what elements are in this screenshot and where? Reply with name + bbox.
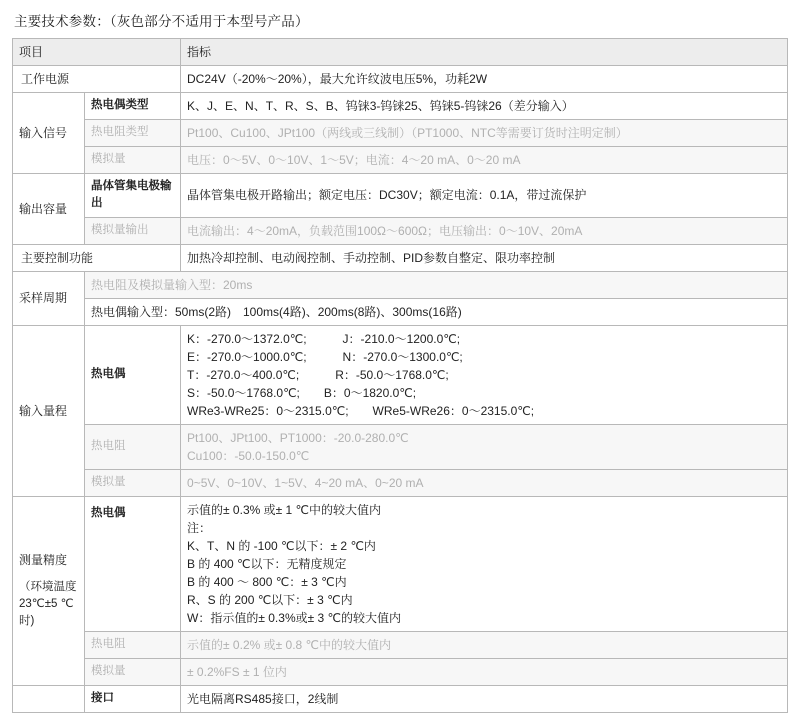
- page-title: 主要技术参数：（灰色部分不适用于本型号产品）: [14, 14, 309, 29]
- table-row: [13, 325, 788, 424]
- row-label-sampling: 采样周期: [13, 271, 85, 325]
- row-value-rtd-type: Pt100、Cu100、JPt100（两线或三线制）（PT1000、NTC等需要订货时注明定制）: [181, 120, 788, 147]
- sub-label-range-rtd: 热电阻: [85, 424, 181, 469]
- table-row: [13, 469, 788, 496]
- range-line: S：-50.0～1768.0℃; B：0～1820.0℃;: [187, 385, 417, 400]
- table-row: [13, 217, 788, 244]
- row-label-input-range: 输入量程: [13, 325, 85, 496]
- row-label-interface-blank: [13, 685, 85, 712]
- table-row: [13, 244, 788, 271]
- table-header: [13, 39, 788, 66]
- range-line: WRe3-WRe25：0～2315.0℃; WRe5-WRe26：0～2315.0℃;: [187, 403, 535, 418]
- accuracy-line: W：指示值的± 0.3%或± 3 ℃的较大值内: [187, 610, 402, 625]
- sub-label-rtd-type: 热电阻类型: [85, 120, 181, 147]
- sub-label-transistor-output: 晶体管集电极输出: [85, 174, 181, 218]
- table-body: [13, 66, 788, 713]
- sub-label-range-thermocouple: 热电偶: [85, 325, 181, 424]
- table-row: [13, 496, 788, 631]
- accuracy-line: B 的 400 ～ 800 ℃：± 3 ℃内: [187, 574, 347, 589]
- table-row: [13, 174, 788, 218]
- range-line: E：-270.0～1000.0℃; N：-270.0～1300.0℃;: [187, 349, 463, 364]
- accuracy-line: 注：: [187, 520, 212, 535]
- row-value-sampling-rtd: 热电阻及模拟量输入型：20ms: [85, 271, 788, 298]
- row-label-accuracy: [13, 496, 85, 685]
- accuracy-line: B 的 400 ℃以下：无精度规定: [187, 556, 347, 571]
- column-header-spec: 指标: [181, 39, 788, 66]
- row-value-range-analog: 0~5V、0~10V、1~5V、4~20 mA、0~20 mA: [181, 469, 788, 496]
- accuracy-line: R、S 的 200 ℃以下：± 3 ℃内: [187, 592, 353, 607]
- table-row: [13, 120, 788, 147]
- table-row: [13, 658, 788, 685]
- row-label-input-signal: 输入信号: [13, 93, 85, 174]
- table-header-row: [13, 39, 788, 66]
- column-header-item: 项目: [13, 39, 181, 66]
- sub-label-range-analog: 模拟量: [85, 469, 181, 496]
- row-value-accuracy-rtd: 示值的± 0.2% 或± 0.8 ℃中的较大值内: [181, 631, 788, 658]
- range-line: K：-270.0～1372.0℃; J：-210.0～1200.0℃;: [187, 331, 461, 346]
- accuracy-label-main: 测量精度: [19, 552, 68, 567]
- row-value-accuracy-analog: ± 0.2%FS ± 1 位内: [181, 658, 788, 685]
- sub-label-accuracy-thermocouple: 热电偶: [85, 496, 181, 631]
- accuracy-line: 示值的± 0.3% 或± 1 ℃中的较大值内: [187, 502, 382, 517]
- sub-label-analog-input: 模拟量: [85, 147, 181, 174]
- range-line: Cu100：-50.0-150.0℃: [187, 448, 310, 463]
- row-label-power: 工作电源: [13, 66, 181, 93]
- row-label-output-capacity: 输出容量: [13, 174, 85, 245]
- spec-table: [12, 38, 788, 713]
- table-row: [13, 93, 788, 120]
- table-row: [13, 271, 788, 298]
- row-value-interface: 光电隔离RS485接口，2线制: [181, 685, 788, 712]
- table-row: [13, 631, 788, 658]
- accuracy-line: K、T、N 的 -100 ℃以下：± 2 ℃内: [187, 538, 376, 553]
- row-value-accuracy-thermocouple: [181, 496, 788, 631]
- row-value-thermocouple-type: K、J、E、N、T、R、S、B、钨铼3-钨铼25、钨铼5-钨铼26（差分输入）: [181, 93, 788, 120]
- row-value-range-thermocouple: [181, 325, 788, 424]
- row-value-transistor-output: 晶体管集电极开路输出；额定电压：DC30V；额定电流：0.1A，带过流保护: [181, 174, 788, 218]
- sub-label-thermocouple-type: 热电偶类型: [85, 93, 181, 120]
- row-value-power: DC24V（‐20%～20%），最大允许纹波电压5%，功耗2W: [181, 66, 788, 93]
- sub-label-analog-output: 模拟量输出: [85, 217, 181, 244]
- sub-label-accuracy-analog: 模拟量: [85, 658, 181, 685]
- range-line: T：-270.0～400.0℃; R：-50.0～1768.0℃;: [187, 367, 449, 382]
- accuracy-label-note: （环境温度23℃±5 ℃时): [19, 580, 77, 628]
- table-row: [13, 66, 788, 93]
- row-value-sampling-thermocouple: 热电偶输入型：50ms(2路) 100ms(4路)、200ms(8路)、300ms(16路): [85, 298, 788, 325]
- sub-label-interface: 接口: [85, 685, 181, 712]
- row-value-analog-output: 电流输出：4～20mA，负载范围100Ω～600Ω；电压输出：0～10V、20mA: [181, 217, 788, 244]
- table-row: [13, 424, 788, 469]
- row-value-range-rtd: [181, 424, 788, 469]
- table-row: [13, 685, 788, 712]
- row-value-main-function: 加热冷却控制、电动阀控制、手动控制、PID参数自整定、限功率控制: [181, 244, 788, 271]
- row-label-main-function: 主要控制功能: [13, 244, 181, 271]
- row-value-analog-input: 电压：0～5V、0～10V、1～5V；电流：4～20 mA、0～20 mA: [181, 147, 788, 174]
- table-row: [13, 147, 788, 174]
- table-row: [13, 298, 788, 325]
- sub-label-accuracy-rtd: 热电阻: [85, 631, 181, 658]
- range-line: Pt100、JPt100、PT1000：-20.0-280.0℃: [187, 430, 409, 445]
